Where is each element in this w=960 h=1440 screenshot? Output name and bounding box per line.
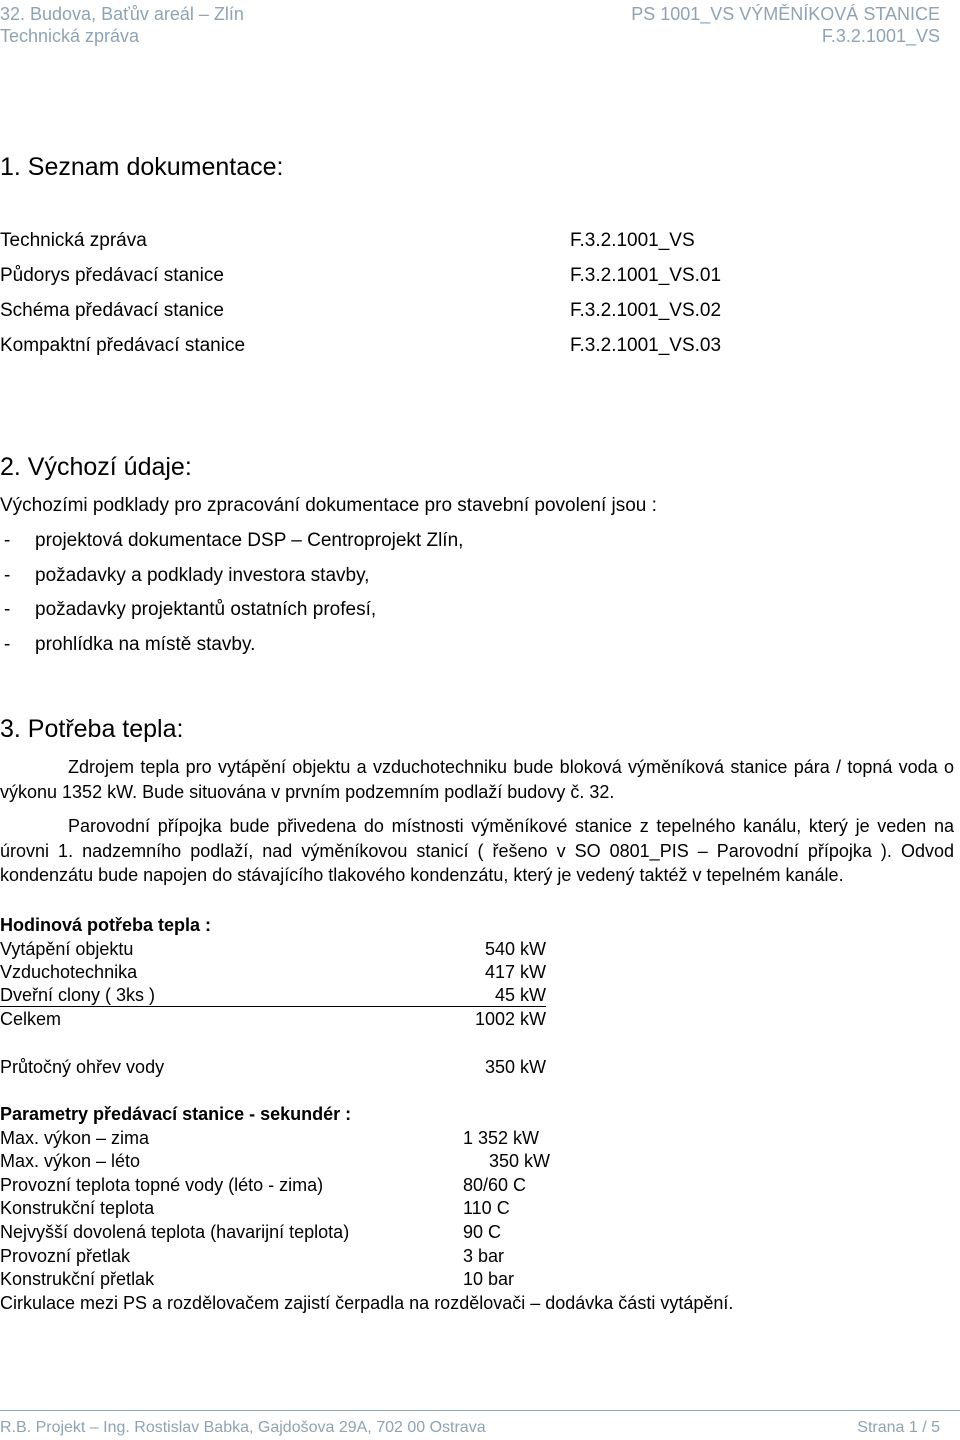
doc-list-code: F.3.2.1001_VS.02 [570,300,722,321]
param-label: Max. výkon – zima [0,1128,150,1148]
header-doc-type: Technická zpráva [0,26,140,46]
header-part: PS 1001_VS VÝMĚNÍKOVÁ STANICE [631,4,940,24]
param-label: Provozní přetlak [0,1246,131,1266]
doc-list-code: F.3.2.1001_VS.03 [570,335,722,356]
hot-water-label: Průtočný ohřev vody [0,1057,165,1077]
steam-connection-text: Parovodní přípojka bude přivedena do místnosti výměníkové stanice z tepelného kanálu, který je veden na úrovni 1. nadzemního podlaží, nad výměníkovou stanicí ( řešeno v SO 0801_PIS – Parovodní přípojka ). Odvod kondenzátu bude napojen do stávajícího tlakového kondenzátu, který je vedený taktéž v tepelném kanále. [0,816,954,885]
heat-row-value: 540 kW [484,939,546,959]
heat-demand-title: Hodinová potřeba tepla : [0,915,212,935]
header-project: 32. Budova, Baťův areál – Zlín [0,4,244,24]
bullet-dash: - [4,634,11,655]
param-label: Konstrukční teplota [0,1198,155,1218]
heat-total-value: 1002 kW [474,1009,546,1029]
steam-connection-paragraph [0,814,954,888]
heat-source-text: Zdrojem tepla pro vytápění objektu a vzduchotechniku bude bloková výměníková stanice pára / topná voda o výkonu 1352 kW. Bude situována v prvním podzemním podlaží budovy č. 32. [0,757,954,802]
heat-row-value: 417 kW [484,962,546,982]
params-title: Parametry předávací stanice - sekundér : [0,1104,352,1124]
hot-water-value: 350 kW [484,1057,546,1077]
param-value: 3 bar [463,1246,505,1266]
section1-title: 1. Seznam dokumentace: [0,153,284,181]
doc-list-name: Kompaktní předávací stanice [0,335,246,356]
bullet-item: požadavky a podklady investora stavby, [35,565,370,586]
doc-list-code: F.3.2.1001_VS.01 [570,265,722,286]
heat-row-label: Vzduchotechnika [0,962,138,982]
heat-total-label: Celkem [0,1009,62,1029]
doc-list-name: Technická zpráva [0,230,147,251]
bullet-item: projektová dokumentace DSP – Centroprojekt Zlín, [35,530,464,551]
section2-title: 2. Výchozí údaje: [0,453,192,481]
section2-intro: Výchozími podklady pro zpracování dokumentace pro stavební povolení jsou : [0,495,657,516]
param-value: 90 C [463,1222,502,1242]
doc-list-code: F.3.2.1001_VS [570,230,695,251]
header-code: F.3.2.1001_VS [821,26,940,46]
footer-page-number: Strana 1 / 5 [857,1419,940,1436]
bullet-dash: - [4,599,11,620]
heat-source-paragraph [0,755,954,804]
footer-rule [0,1410,960,1411]
bullet-item: požadavky projektantů ostatních profesí, [35,599,377,620]
doc-list-name: Půdorys předávací stanice [0,265,224,286]
param-value: 80/60 C [463,1175,527,1195]
heat-row-value: 45 kW [494,985,546,1005]
heat-row-label: Dveřní clony ( 3ks ) [0,985,156,1005]
param-value: 10 bar [463,1269,515,1289]
param-label: Max. výkon – léto [0,1151,141,1171]
heat-row-label: Vytápění objektu [0,939,134,959]
param-label: Nejvyšší dovolená teplota (havarijní teplota) [0,1222,350,1242]
param-value: 350 kW [488,1151,550,1171]
bullet-dash: - [4,565,11,586]
doc-list-name: Schéma předávací stanice [0,300,224,321]
param-label: Provozní teplota topné vody (léto - zima) [0,1175,324,1195]
footer-company: R.B. Projekt – Ing. Rostislav Babka, Gajdošova 29A, 702 00 Ostrava [0,1419,486,1436]
param-label: Konstrukční přetlak [0,1269,155,1289]
param-value: 110 C [463,1198,510,1218]
section3-title: 3. Potřeba tepla: [0,715,184,743]
bullet-dash: - [4,530,11,551]
bullet-item: prohlídka na místě stavby. [35,634,256,655]
param-value: 1 352 kW [463,1128,540,1148]
circulation-note: Cirkulace mezi PS a rozdělovačem zajistí čerpadla na rozdělovači – dodávka části vytápění. [0,1293,734,1313]
